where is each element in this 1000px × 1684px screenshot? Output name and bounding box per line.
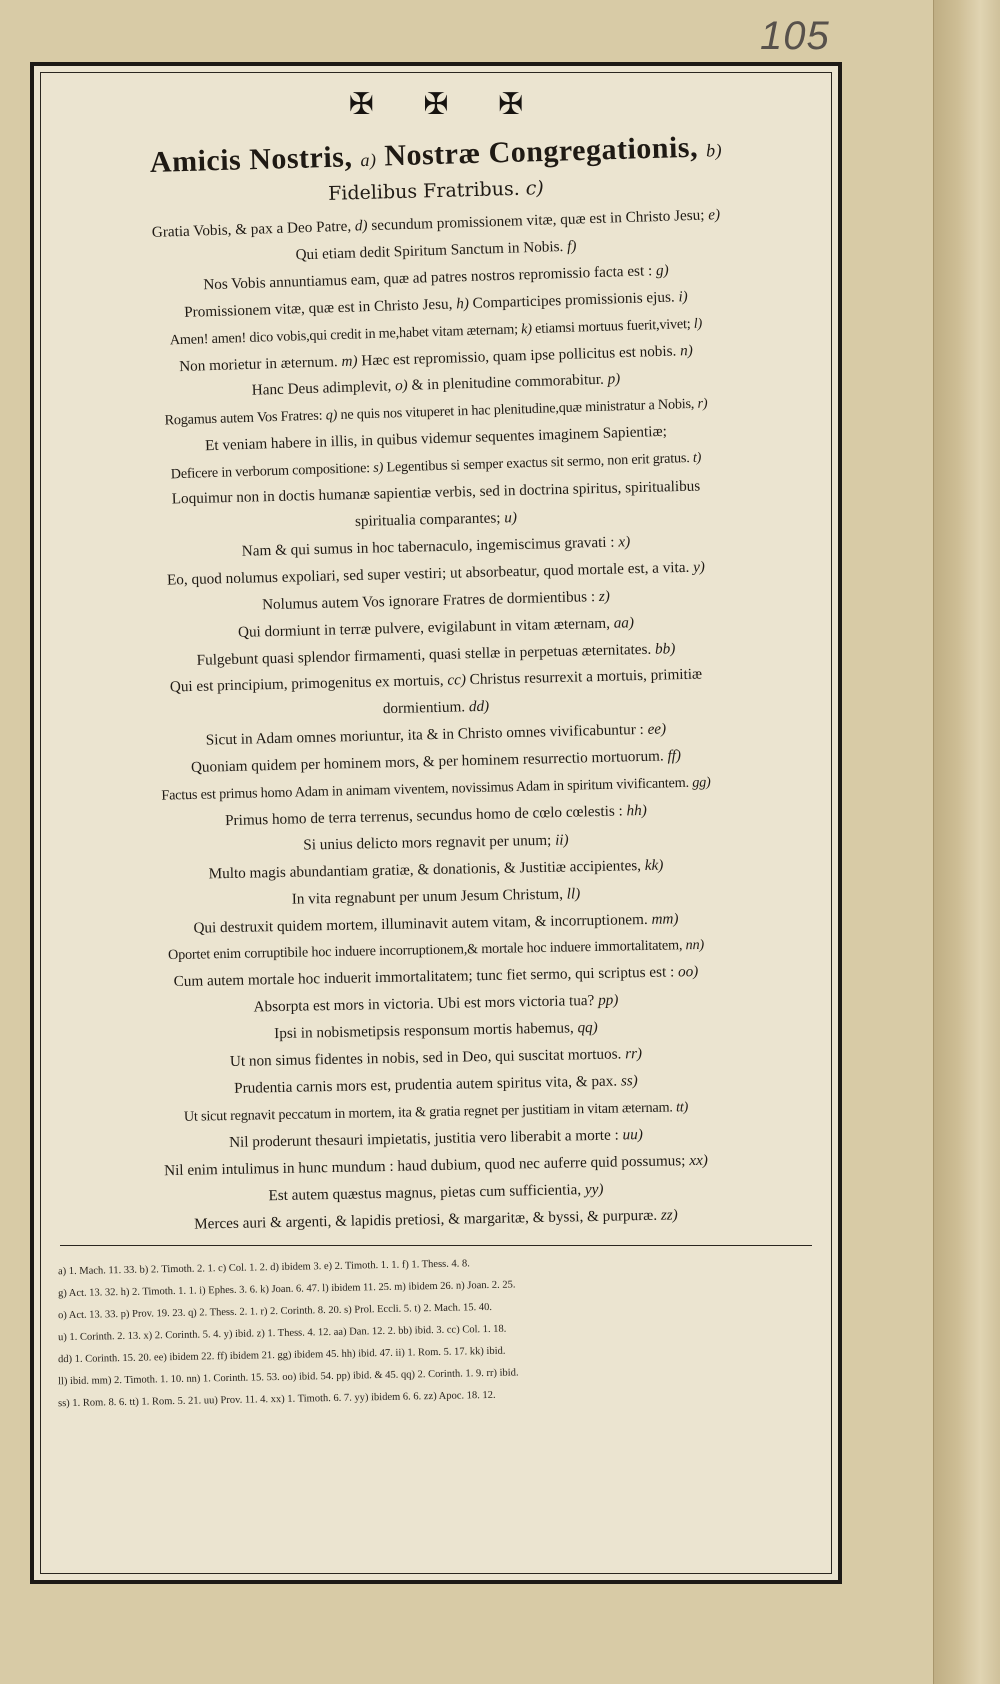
verse-text: Est autem quæstus magnus, pietas cum sufficientia, (268, 1180, 582, 1204)
footnote-marker: kk) (644, 856, 664, 874)
book-spine-edge (933, 0, 1000, 1684)
footnote-marker: k) (520, 320, 533, 337)
footnote-marker: r) (697, 395, 708, 413)
footnote-line: ss) 1. Rom. 8. 6. tt) 1. Rom. 5. 21. uu) Prov. 11. 4. xx) 1. Timoth. 6. 7. yy) ibidem 6. 6. zz) Apoc. 18. 12. (57, 1390, 496, 1410)
footnote-marker: d) (354, 217, 368, 235)
footnote-marker: u) (504, 508, 518, 527)
title-text: Nostræ Congregationis, (383, 130, 699, 173)
verse-text: Qui destruxit quidem mortem, illuminavit autem vitam, & incorruptionem. (193, 910, 648, 937)
footnote-marker: qq) (577, 1019, 598, 1037)
footnote-line: o) Act. 13. 33. p) Prov. 19. 23. q) 2. Thess. 2. 1. r) 2. Corinth. 8. 20. s) Prol. Eccli. 5. t) 2. Mach. 15. 40. (57, 1302, 493, 1322)
verse-text: Merces auri & argenti, & lapidis pretiosi, & margaritæ, & byssi, & purpuræ. (194, 1206, 658, 1233)
verse-text: Comparticipes promissionis ejus. (472, 288, 675, 312)
verse-text: secundum promissionem vitæ, quæ est in Christo Jesu; (371, 206, 705, 235)
footnote-marker: l) (693, 315, 703, 332)
verse-text: Ipsi in nobismetipsis responsum mortis habemus, (274, 1019, 574, 1043)
verse-text: Prudentia carnis mors est, prudentia autem spiritus vita, & pax. (234, 1072, 618, 1097)
footnote-marker: p) (607, 370, 621, 389)
verse-text: Promissionem vitæ, quæ est in Christo Jesu, (183, 295, 453, 321)
cross-icon: ✠ (498, 87, 524, 122)
footnote-marker: aa) (613, 613, 635, 632)
verse-text: Eo, quod nolumus expoliari, sed super vestiri; ut absorbeatur, quod mortale est, a vita. (166, 558, 690, 589)
footnote-marker: uu) (622, 1125, 643, 1144)
verse-text: Legentibus si semper exactus sit sermo, non erit gratus. (386, 450, 690, 476)
verse-text: Ut sicut regnavit peccatum in mortem, ita & gratia regnet per justitiam in vitam æternam. (183, 1099, 673, 1125)
subtitle-text: Fidelibus Fratribus. (327, 177, 520, 205)
footnote-marker: a) (360, 149, 377, 171)
verse-text: Hanc Deus adimplevit, (251, 377, 392, 400)
verse-text: spiritualia comparantes; (354, 509, 501, 530)
footnote-marker: ll) (566, 884, 581, 903)
verse-text: Nam & qui sumus in hoc tabernaculo, ingemiscimus gravati : (241, 533, 615, 560)
footnote-marker: hh) (626, 801, 648, 820)
footnote-line: g) Act. 13. 32. h) 2. Timoth. 1. 1. i) Ephes. 3. 6. k) Joan. 6. 47. l) ibidem 11. 25. m) ibidem 26. n) Joan. 2. 25. (57, 1279, 516, 1300)
verse-text: Oportet enim corruptibile hoc induere incorruptionem,& mortale hoc induere immortalitatem, (167, 937, 683, 964)
verse-list (50, 206, 822, 1233)
footnote-marker: cc) (447, 671, 467, 690)
verse-text: Non morietur in æternum. (178, 352, 338, 375)
footnote-marker: g) (655, 261, 669, 279)
verse-text: Rogamus autem Vos Fratres: (164, 407, 323, 429)
verse-text: Loquimur non in doctis humanæ sapientiæ verbis, sed in doctrina spiritus, spiritualibus (171, 477, 701, 508)
verse-text: Sicut in Adam omnes moriuntur, ita & in Christo omnes vivificabuntur : (205, 721, 644, 749)
verse-text: Nos Vobis annuntiamus eam, quæ ad patres nostros repromissio facta est : (203, 262, 653, 294)
verse-text: Christus resurrexit a mortuis, primitiæ (469, 665, 703, 689)
footnote-marker: t) (692, 449, 702, 467)
verse-text: Amen! amen! dico vobis,qui credit in me,habet vitam æternam; (169, 321, 519, 348)
footnote-marker: yy) (584, 1180, 604, 1198)
verse-text: Fulgebunt quasi splendor firmamenti, quasi stellæ in perpetuas æternitates. (196, 640, 652, 669)
handwritten-page-number: 105 (760, 14, 830, 58)
verse-text: Si unius delicto mors regnavit per unum; (303, 831, 552, 854)
verse-text: Nil proderunt thesauri impietatis, justitia vero liberabit a morte : (228, 1126, 619, 1151)
footnote-marker: o) (394, 377, 408, 395)
cross-icon: ✠ (423, 87, 449, 122)
footnote-line: dd) 1. Corinth. 15. 20. ee) ibidem 22. ff) ibidem 21. gg) ibidem 45. hh) ibid. 47. ii) 1. Rom. 5. 17. kk) ibid. (57, 1346, 506, 1366)
verse-text: Qui dormiunt in terræ pulvere, evigilabunt in vitam æternam, (237, 614, 611, 641)
footnote-marker: oo) (677, 963, 699, 981)
footnote-marker: ee) (647, 720, 667, 739)
footnote-marker: i) (678, 287, 688, 306)
footnote-marker: nn) (685, 937, 705, 954)
footnote-line: a) 1. Mach. 11. 33. b) 2. Timoth. 2. 1. c) Col. 1. 2. d) ibidem 3. e) 2. Timoth. 1. 1. f) 1. Thess. 4. 8. (57, 1258, 470, 1278)
footnote-marker: y) (692, 558, 706, 576)
footnote-divider (60, 1245, 812, 1246)
footnote-marker: rr) (624, 1045, 643, 1063)
footnote-marker: ii) (554, 831, 569, 849)
verse-text: Factus est primus homo Adam in animam viventem, novissimus Adam in spiritum vivificantem. (161, 774, 690, 804)
verse-text: Absorpta est mors in victoria. Ubi est mors victoria tua? (253, 992, 595, 1016)
verse-text: Qui etiam dedit Spiritum Sanctum in Nobis. (295, 237, 564, 264)
verse-text: ne quis nos vituperet in hac plenitudine,quæ ministratur a Nobis, (340, 396, 695, 424)
footnote-marker: q) (325, 407, 338, 424)
verse-text: Quoniam quidem per hominem mors, & per hominem resurrectio mortuorum. (190, 747, 664, 777)
verse-text: Primus homo de terra terrenus, secundus homo de cœlo cœlestis : (224, 802, 623, 830)
verse-text: Nolumus autem Vos ignorare Fratres de dormientibus : (261, 587, 596, 613)
printed-border-frame (30, 62, 842, 1584)
footnote-marker: f) (566, 237, 577, 255)
footnote-list (50, 1254, 822, 1408)
verse-text: Gratia Vobis, & pax a Deo Patre, (151, 217, 352, 241)
verse-text: Deficere in verborum compositione: (170, 460, 371, 483)
footnote-marker: bb) (654, 639, 676, 658)
footnote-marker: m) (341, 352, 358, 370)
footnote-line: u) 1. Corinth. 2. 13. x) 2. Corinth. 5. 4. y) ibid. z) 1. Thess. 4. 12. aa) Dan. 12. 2. bb) ibid. 3. cc) Col. 1. 18. (57, 1324, 507, 1344)
footnote-marker: s) (373, 459, 384, 477)
cross-icon: ✠ (348, 87, 374, 122)
verse-text: Et veniam habere in illis, in quibus videmur sequentes imaginem Sapientiæ; (204, 423, 668, 455)
footnote-marker: x) (618, 533, 631, 551)
footnote-marker: dd) (468, 698, 490, 716)
verse-text: In vita regnabunt per unum Jesum Christum, (291, 885, 564, 908)
verse-text: Multo magis abundantiam gratiæ, & donationis, & Justitiæ accipientes, (208, 856, 642, 883)
footnote-marker: pp) (597, 991, 619, 1010)
footnote-marker: tt) (675, 1099, 689, 1116)
verse-text: & in plenitudine commorabitur. (411, 371, 605, 395)
title-text: Amicis Nostris, (149, 140, 353, 179)
footnote-line: ll) ibid. mm) 2. Timoth. 1. 10. nn) 1. Corinth. 15. 53. oo) ibid. 54. pp) ibid. & 45. qq) 2. Corinth. 1. 9. rr) ibid. (57, 1367, 519, 1388)
verse-text: Cum autem mortale hoc induerit immortalitatem; tunc fiet sermo, qui scriptus est : (173, 963, 675, 991)
footnote-marker: zz) (660, 1205, 678, 1224)
verse-text: Ut non simus fidentes in nobis, sed in Deo, qui suscitat mortuos. (229, 1045, 622, 1071)
verse-text: dormientium. (382, 698, 466, 718)
footnote-marker: b) (705, 140, 723, 161)
footnote-marker: z) (598, 587, 611, 605)
footnote-marker: xx) (689, 1151, 708, 1169)
verse-text: etiamsi mortuus fuerit,vivet; (534, 315, 691, 337)
footnote-marker: mm) (651, 909, 679, 928)
page-content (50, 88, 822, 1568)
footnote-marker: c) (525, 177, 545, 200)
footnote-marker: gg) (692, 774, 711, 791)
footnote-marker: e) (708, 206, 721, 224)
footnote-marker: ss) (620, 1072, 638, 1090)
verse-text: Qui est principium, primogenitus ex mortuis, (169, 672, 444, 696)
cross-ornaments (50, 88, 822, 122)
footnote-marker: ff) (667, 747, 682, 765)
verse-text: Hæc est repromissio, quam ipse pollicitus est nobis. (361, 341, 677, 369)
verse-text: Nil enim intulimus in hunc mundum : haud dubium, quod nec auferre quid possumus; (163, 1151, 686, 1179)
footnote-marker: n) (679, 341, 694, 359)
footnote-marker: h) (455, 294, 470, 313)
